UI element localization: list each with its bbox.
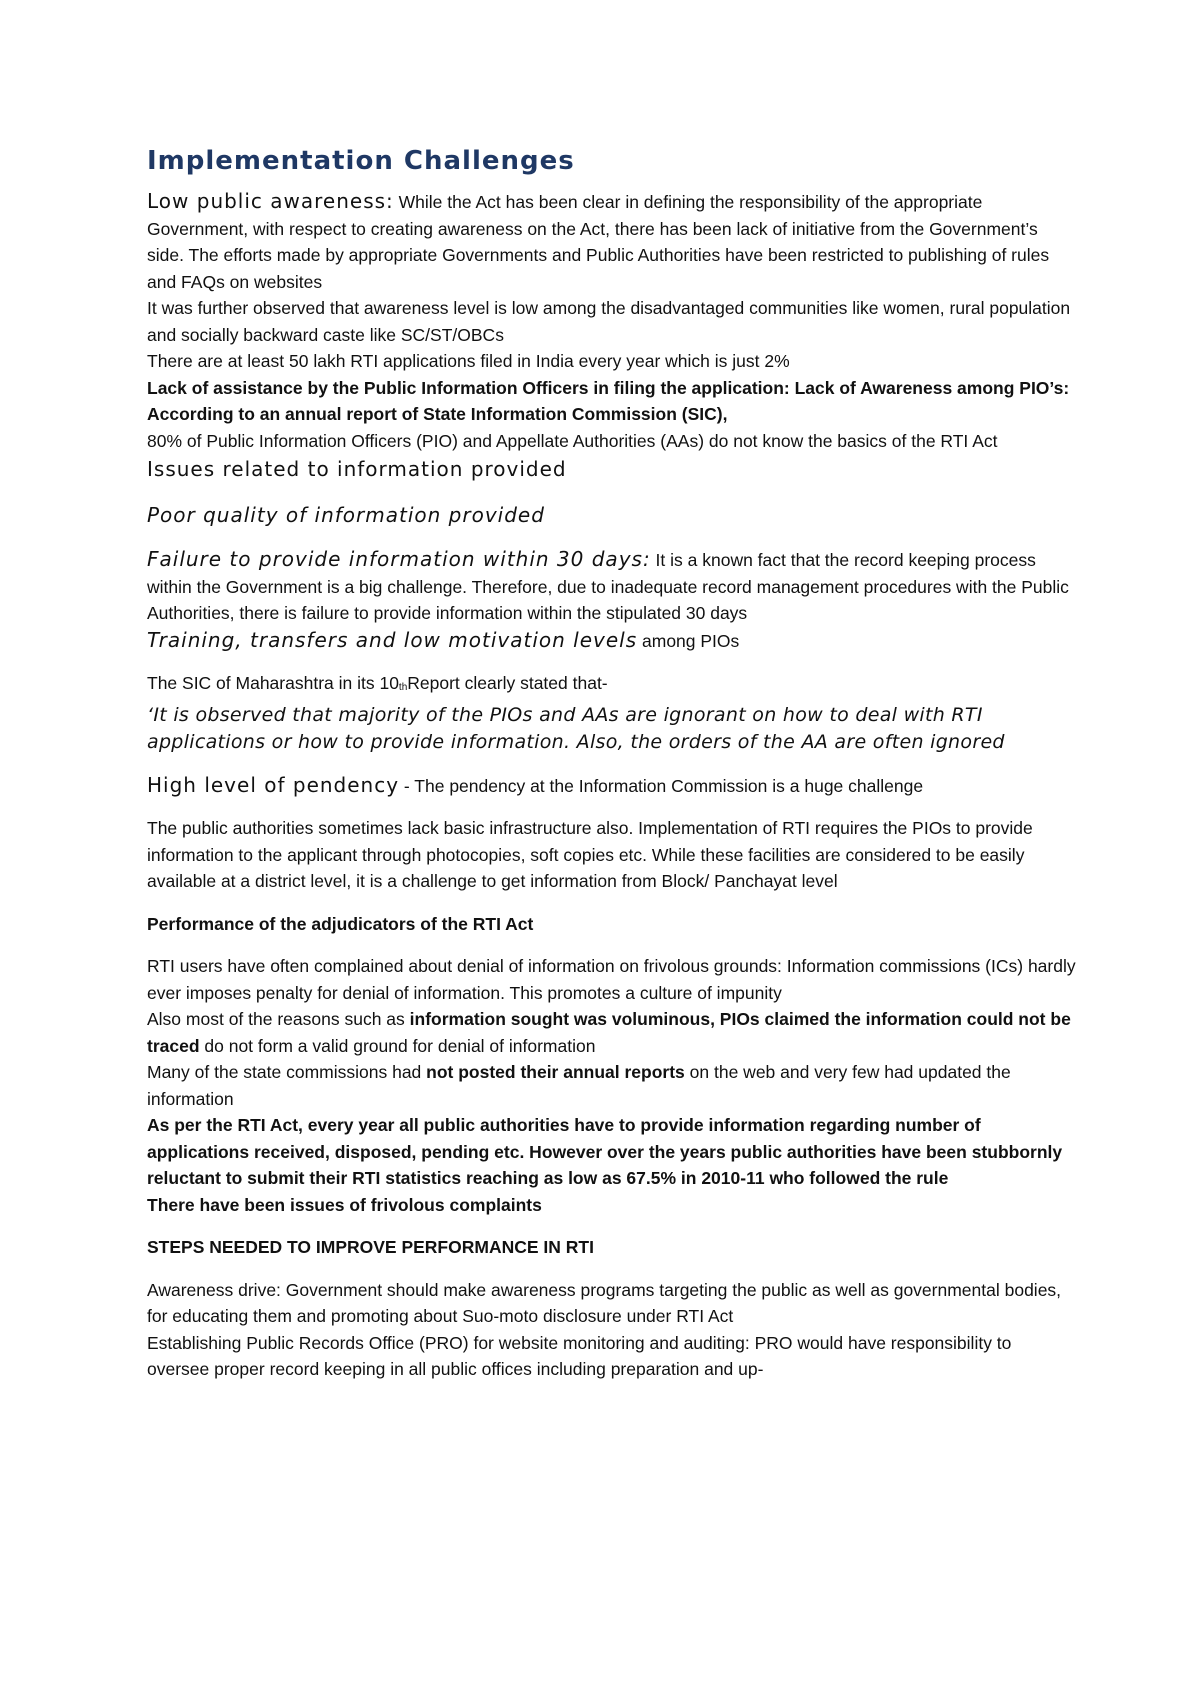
infrastructure-paragraph: The public authorities sometimes lack basic infrastructure also. Implementation of RTI requires the PIOs to provide information to the applicant through photocopies, soft copies etc. While these facilities are considered to be easily available at a district level, it is a challenge to get information from Block/ Panchayat level bbox=[147, 818, 1033, 891]
applications-paragraph: There are at least 50 lakh RTI applications filed in India every year which is just 2% bbox=[147, 351, 790, 371]
steps-heading: STEPS NEEDED TO IMPROVE PERFORMANCE IN RTI bbox=[147, 1237, 594, 1257]
annual-reports-pre: Many of the state commissions had bbox=[147, 1062, 427, 1082]
annual-reports-paragraph bbox=[147, 1059, 1077, 1112]
statistics-paragraph: As per the RTI Act, every year all public authorities have to provide information regarding number of applications received, disposed, pending etc. However over the years public authorities have been stubbornly reluctant to submit their RTI statistics reaching as low as 67.5% in 2010-11 who followed the rule bbox=[147, 1115, 1063, 1188]
pio-basics-paragraph: 80% of Public Information Officers (PIO) and Appellate Authorities (AAs) do not know the basics of the RTI Act bbox=[147, 430, 998, 451]
failure-paragraph bbox=[147, 546, 1077, 627]
sic-report-paragraph bbox=[147, 670, 1077, 702]
pro-paragraph: Establishing Public Records Office (PRO) for website monitoring and auditing: PRO would have responsibility to oversee proper record keeping in all public offices including preparation and up- bbox=[147, 1332, 1012, 1379]
annual-reports-post: on the web and very few had updated the information bbox=[147, 1062, 1011, 1109]
page-title: Implementation Challenges bbox=[147, 146, 575, 176]
pendency-heading: High level of pendency bbox=[147, 772, 400, 797]
failure-heading: Failure to provide information within 30 days: bbox=[147, 547, 651, 571]
sic-report-after: Report clearly stated that- bbox=[407, 673, 608, 693]
sic-report-before: The SIC of Maharashtra in its 10 bbox=[147, 673, 399, 693]
low-awareness-heading: Low public awareness: bbox=[147, 189, 394, 213]
failure-text: It is a known fact that the record keeping process within the Government is a big challenge. Therefore, due to inadequate record management procedures with the Public Authorities, there is failure to provide information within the stipulated 30 days bbox=[147, 550, 1069, 623]
disadvantaged-paragraph: It was further observed that awareness level is low among the disadvantaged communities like women, rural population and socially backward caste like SC/ST/OBCs bbox=[147, 298, 1071, 345]
lack-assistance-paragraph: Lack of assistance by the Public Information Officers in filing the application: Lack of Awareness among PIO’s: According to an annual report of State Information Commission (SIC), bbox=[147, 377, 1070, 424]
denial-paragraph: RTI users have often complained about denial of information on frivolous grounds: Information commissions (ICs) hardly ever imposes penalty for denial of information. This promotes a culture of impunity bbox=[147, 956, 1076, 1003]
reasons-paragraph bbox=[147, 1006, 1077, 1059]
pendency-text: - The pendency at the Information Commission is a huge challenge bbox=[399, 775, 924, 796]
document-body bbox=[147, 144, 1077, 1383]
low-awareness-text: While the Act has been clear in defining the responsibility of the appropriate Government, with respect to creating awareness on the Act, there has been lack of initiative from the Government’s side. The efforts made by appropriate Governments and Public Authorities have been restricted to publishing of rules and FAQs on websites bbox=[147, 192, 1050, 292]
reasons-pre: Also most of the reasons such as bbox=[147, 1009, 410, 1029]
annual-reports-bold: not posted their annual reports bbox=[426, 1062, 685, 1082]
poor-quality-heading: Poor quality of information provided bbox=[147, 503, 545, 527]
frivolous-paragraph: There have been issues of frivolous complaints bbox=[147, 1194, 542, 1215]
adjudicators-heading: Performance of the adjudicators of the RTI Act bbox=[147, 913, 534, 934]
awareness-drive-paragraph: Awareness drive: Government should make awareness programs targeting the public as well as governmental bodies, for educating them and promoting about Suo-moto disclosure under RTI Act bbox=[147, 1279, 1062, 1326]
training-text: among PIOs bbox=[637, 630, 740, 651]
low-awareness-paragraph bbox=[147, 188, 1077, 295]
reasons-bold: information sought was voluminous, PIOs claimed the information could not be traced bbox=[147, 1009, 1071, 1056]
training-heading: Training, transfers and low motivation levels bbox=[147, 627, 638, 652]
pendency-paragraph bbox=[147, 772, 1077, 800]
sic-report-sup: th bbox=[398, 682, 408, 693]
quote-line-2: applications or how to provide information. Also, the orders of the AA are often ignored bbox=[147, 730, 1005, 753]
reasons-post: do not form a valid ground for denial of information bbox=[199, 1035, 596, 1056]
issues-heading: Issues related to information provided bbox=[147, 457, 567, 481]
training-paragraph bbox=[147, 627, 1077, 655]
quote-line-1: ‘It is observed that majority of the PIOs and AAs are ignorant on how to deal with RTI bbox=[147, 703, 983, 726]
